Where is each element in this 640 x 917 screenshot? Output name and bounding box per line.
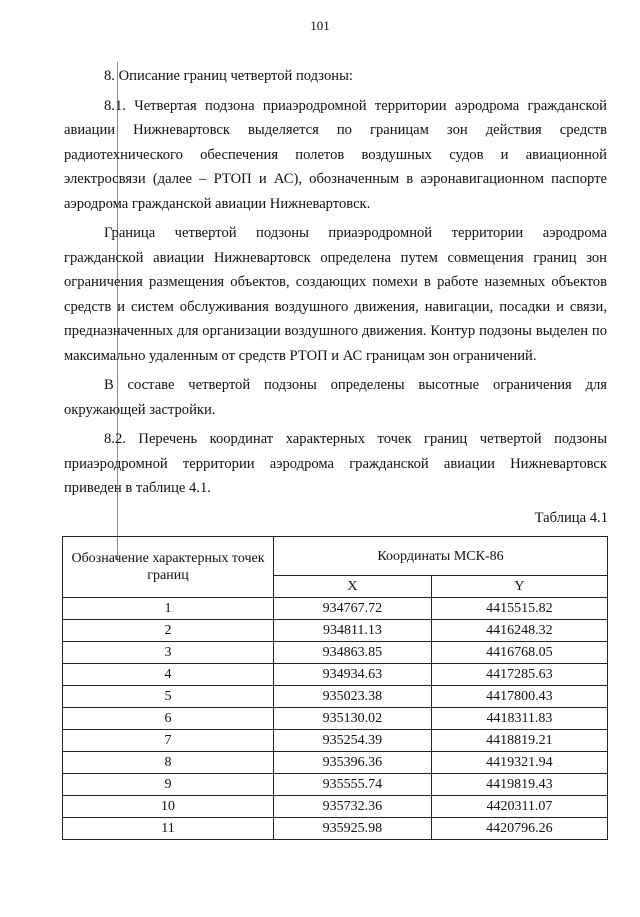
table-row xyxy=(63,752,608,774)
point-number-cell: 2 xyxy=(63,620,274,642)
y-coordinate-cell: 4419321.94 xyxy=(431,752,607,774)
table-row xyxy=(63,708,608,730)
table-row xyxy=(63,598,608,620)
point-number-cell: 11 xyxy=(63,818,274,840)
body-text xyxy=(64,64,607,501)
x-coordinate-cell: 935023.38 xyxy=(274,686,432,708)
point-number-cell: 6 xyxy=(63,708,274,730)
table-row xyxy=(63,818,608,840)
paragraph-8-2: 8.2. Перечень координат характерных точек границ четвертой подзоны приаэродромной территории аэродрома гражданской авиации Нижневартовск приведен в таблице 4.1. xyxy=(64,431,607,496)
point-number-cell: 7 xyxy=(63,730,274,752)
y-coordinate-cell: 4417285.63 xyxy=(431,664,607,686)
y-coordinate-cell: 4418311.83 xyxy=(431,708,607,730)
x-coordinate-cell: 934934.63 xyxy=(274,664,432,686)
y-coordinate-cell: 4419819.43 xyxy=(431,774,607,796)
point-number-cell: 5 xyxy=(63,686,274,708)
page-number: 101 xyxy=(310,18,330,33)
table-row xyxy=(63,686,608,708)
y-coordinate-cell: 4420311.07 xyxy=(431,796,607,818)
point-number-cell: 4 xyxy=(63,664,274,686)
table-caption: Таблица 4.1 xyxy=(534,510,608,526)
x-coordinate-cell: 934811.13 xyxy=(274,620,432,642)
x-coordinate-cell: 934767.72 xyxy=(274,598,432,620)
header-y: Y xyxy=(431,576,607,598)
table-row xyxy=(63,642,608,664)
header-points: Обозначение характерных точек границ xyxy=(63,537,274,598)
y-coordinate-cell: 4417800.43 xyxy=(431,686,607,708)
header-coordinates: Координаты МСК-86 xyxy=(274,537,608,576)
y-coordinate-cell: 4416768.05 xyxy=(431,642,607,664)
table-body xyxy=(63,598,608,840)
x-coordinate-cell: 935396.36 xyxy=(274,752,432,774)
y-coordinate-cell: 4415515.82 xyxy=(431,598,607,620)
table-row xyxy=(63,620,608,642)
x-coordinate-cell: 935925.98 xyxy=(274,818,432,840)
x-coordinate-cell: 935732.36 xyxy=(274,796,432,818)
x-coordinate-cell: 935555.74 xyxy=(274,774,432,796)
table-row xyxy=(63,796,608,818)
point-number-cell: 10 xyxy=(63,796,274,818)
point-number-cell: 3 xyxy=(63,642,274,664)
point-number-cell: 8 xyxy=(63,752,274,774)
section-heading: 8. Описание границ четвертой подзоны: xyxy=(104,68,353,84)
x-coordinate-cell: 934863.85 xyxy=(274,642,432,664)
point-number-cell: 9 xyxy=(63,774,274,796)
y-coordinate-cell: 4418819.21 xyxy=(431,730,607,752)
point-number-cell: 1 xyxy=(63,598,274,620)
coordinates-table xyxy=(62,536,608,840)
table-row xyxy=(63,730,608,752)
x-coordinate-cell: 935130.02 xyxy=(274,708,432,730)
paragraph-height-limits: В составе четвертой подзоны определены высотные ограничения для окружающей застройки. xyxy=(64,377,607,418)
paragraph-boundary: Граница четвертой подзоны приаэродромной территории аэродрома гражданской авиации Нижневартовск определена путем совмещения границ зон ограничения размещения объектов, создающих помехи в работе наземных объектов средств и систем обслуживания воздушного движения, навигации, посадки и связи, предназначенных для организации воздушного движения. Контур подзоны выделен по максимально удаленным от средств РТОП и АС границам зон ограничений. xyxy=(64,225,607,364)
x-coordinate-cell: 935254.39 xyxy=(274,730,432,752)
y-coordinate-cell: 4416248.32 xyxy=(431,620,607,642)
header-x: X xyxy=(274,576,432,598)
table-row xyxy=(63,774,608,796)
y-coordinate-cell: 4420796.26 xyxy=(431,818,607,840)
paragraph-8-1: 8.1. Четвертая подзона приаэродромной территории аэродрома гражданской авиации Нижневартовск выделяется по границам зон действия средств радиотехнического обеспечения полетов воздушных судов и авиационной электросвязи (далее – РТОП и АС), обозначенным в аэронавигационном паспорте аэродрома гражданской авиации Нижневартовск. xyxy=(64,97,607,212)
table-row xyxy=(63,664,608,686)
